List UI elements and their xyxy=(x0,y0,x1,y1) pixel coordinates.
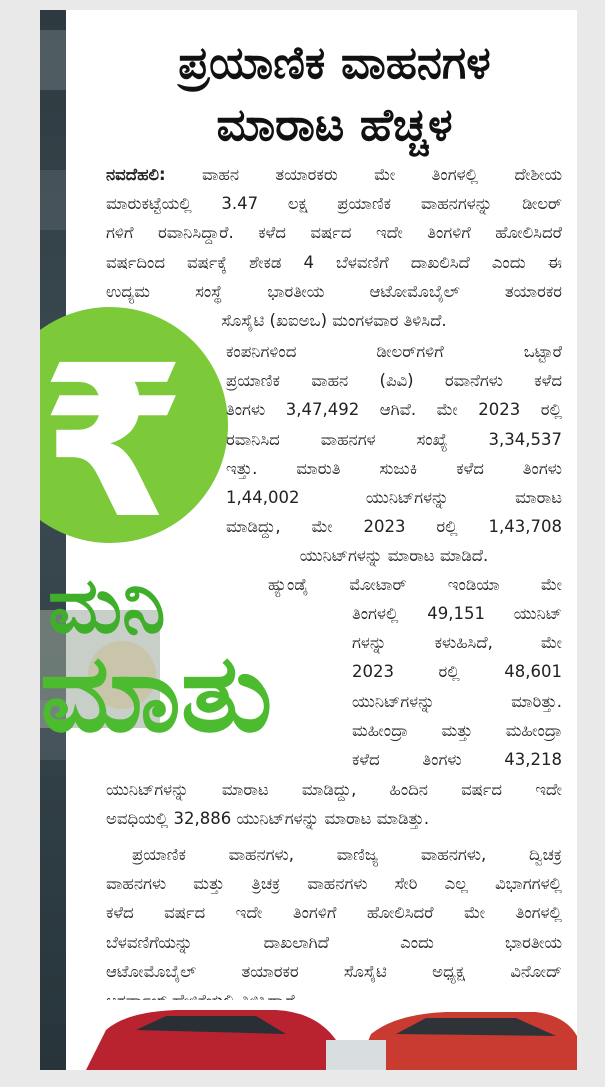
paragraph-3-line: ಯುನಿಟ್‌ಗಳನ್ನು ಮಾರಿತ್ತು. xyxy=(352,691,562,711)
paragraph-2-line: ಕಂಪನಿಗಳಿಂದ ಡೀಲರ್‌ಗಳಿಗೆ ಒಟ್ಟಾರೆ xyxy=(226,342,562,361)
paragraph-3-line: ಕಳೆದ ತಿಂಗಳು 43,218 xyxy=(352,750,562,770)
headline xyxy=(102,32,567,156)
paragraph-1-line: ಉದ್ಯಮ ಸಂಸ್ಥೆ ಭಾರತೀಯ ಆಟೋಮೊಬೈಲ್ ತಯಾರಕರ xyxy=(106,281,562,301)
paragraph-1-line: ವರ್ಷದಿಂದ ವರ್ಷಕ್ಕೆ ಶೇಕಡ 4 ಬೆಳವಣಿಗೆ ದಾಖಲಿಸಿದೆ ಎಂದು ಈ xyxy=(106,252,562,272)
headline-line-1: ಪ್ರಯಾಣಿಕ ವಾಹನಗಳ xyxy=(178,36,491,89)
paragraph-2-line: ಇತ್ತು. ಮಾರುತಿ ಸುಜುಕಿ ಕಳೆದ ತಿಂಗಳು xyxy=(226,458,562,478)
logo-text-line2: ಮಾತು xyxy=(40,631,273,750)
paragraph-4-line: ಪ್ರಯಾಣಿಕ ವಾಹನಗಳು, ವಾಣಿಜ್ಯ ವಾಹನಗಳು, ದ್ವಿಚಕ್ರ xyxy=(132,845,562,864)
paragraph-2-line: ಪ್ರಯಾಣಿಕ ವಾಹನ (ಪಿವಿ) ರವಾನೆಗಳು ಕಳೆದ xyxy=(226,371,562,391)
paragraph-4-line: ವಾಹನಗಳು ಮತ್ತು ತ್ರಿಚಕ್ರ ವಾಹನಗಳು ಸೇರಿ ಎಲ್ಲ ವಿಭಾಗಗಳಲ್ಲಿ xyxy=(106,874,562,894)
dateline: ನವದೆಹಲಿ: xyxy=(106,165,166,184)
paragraph-2-line: ತಿಂಗಳು 3,47,492 ಆಗಿವೆ. ಮೇ 2023 ರಲ್ಲಿ xyxy=(226,400,562,420)
paragraph-2 xyxy=(226,337,562,571)
paragraph-2-line: ಯುನಿಟ್‌ಗಳನ್ನು ಮಾರಾಟ ಮಾಡಿದೆ. xyxy=(299,546,489,566)
paragraph-1-line: ಮಾರುಕಟ್ಟೆಯಲ್ಲಿ 3.47 ಲಕ್ಷ ಪ್ರಯಾಣಿಕ ವಾಹನಗಳನ್ನು ಡೀಲರ್ xyxy=(106,194,562,214)
paragraph-3-continued xyxy=(106,775,562,833)
paragraph-4-line: ಕಳೆದ ವರ್ಷದ ಇದೇ ತಿಂಗಳಿಗೆ ಹೋಲಿಸಿದರೆ ಮೇ ತಿಂಗಳಲ್ಲಿ xyxy=(106,903,562,923)
paragraph-3-top-line: ಹ್ಯುಂಡೈ ಮೋಟಾರ್ ಇಂಡಿಯಾ ಮೇ xyxy=(268,575,562,594)
cars-photo xyxy=(66,1000,577,1070)
paragraph-4-line: ಆಟೋಮೊಬೈಲ್ ತಯಾರಕರ ಸೊಸೈಟಿ ಅಧ್ಯಕ್ಷ ವಿನೋದ್ xyxy=(106,961,562,981)
paragraph-2-line: ಮಾಡಿದ್ದು, ಮೇ 2023 ರಲ್ಲಿ 1,43,708 xyxy=(226,517,562,537)
newspaper-page xyxy=(40,10,577,1070)
paragraph-3-line: 2023 ರಲ್ಲಿ 48,601 xyxy=(352,662,562,682)
paragraph-1-line: ಸೊಸೈಟಿ (ಖಐಅಒ) ಮಂಗಳವಾರ ತಿಳಿಸಿದೆ. xyxy=(221,311,447,331)
paragraph-3-line: ಗಳನ್ನು ಕಳುಹಿಸಿದೆ, ಮೇ xyxy=(352,633,562,653)
paragraph-1-line: ಗಳಿಗೆ ರವಾನಿಸಿದ್ದಾರೆ. ಕಳೆದ ವರ್ಷದ ಇದೇ ತಿಂಗಳಿಗೆ ಹೋಲಿಸಿದರೆ xyxy=(106,223,562,243)
paragraph-2-line: ರವಾನಿಸಿದ ವಾಹನಗಳ ಸಂಖ್ಯೆ 3,34,537 xyxy=(226,429,562,449)
paragraph-4-line: ಬೆಳವಣಿಗೆಯನ್ನು ದಾಖಲಾಗಿದೆ ಎಂದು ಭಾರತೀಯ xyxy=(106,932,562,952)
paragraph-4 xyxy=(106,840,562,1015)
paragraph-3-line: ತಿಂಗಳಲ್ಲಿ 49,151 ಯುನಿಟ್ xyxy=(352,604,562,623)
paragraph-2-line: 1,44,002 ಯುನಿಟ್‌ಗಳನ್ನು ಮಾರಾಟ xyxy=(226,488,562,508)
headline-line-2: ಮಾರಾಟ ಹೆಚ್ಚಳ xyxy=(216,98,453,151)
paragraph-1 xyxy=(106,160,562,335)
paragraph-3-column xyxy=(352,599,562,774)
paragraph-1-line: ವಾಹನ ತಯಾರಕರು ಮೇ ತಿಂಗಳಲ್ಲಿ ದೇಶೀಯ xyxy=(165,165,562,184)
paragraph-3-line: ಯುನಿಟ್‌ಗಳನ್ನು ಮಾರಾಟ ಮಾಡಿದ್ದು, ಹಿಂದಿನ ವರ್ಷದ ಇದೇ xyxy=(106,780,562,799)
paragraph-3-line: ಅವಧಿಯಲ್ಲಿ 32,886 ಯುನಿಟ್‌ಗಳನ್ನು ಮಾರಾಟ ಮಾಡಿತ್ತು. xyxy=(106,809,430,829)
logo-text-line1: ಮನಿ xyxy=(48,561,166,651)
rupee-symbol-icon: ₹ xyxy=(40,320,187,565)
paragraph-3-line: ಮಹೀಂದ್ರಾ ಮತ್ತು ಮಹೀಂದ್ರಾ xyxy=(352,720,562,740)
